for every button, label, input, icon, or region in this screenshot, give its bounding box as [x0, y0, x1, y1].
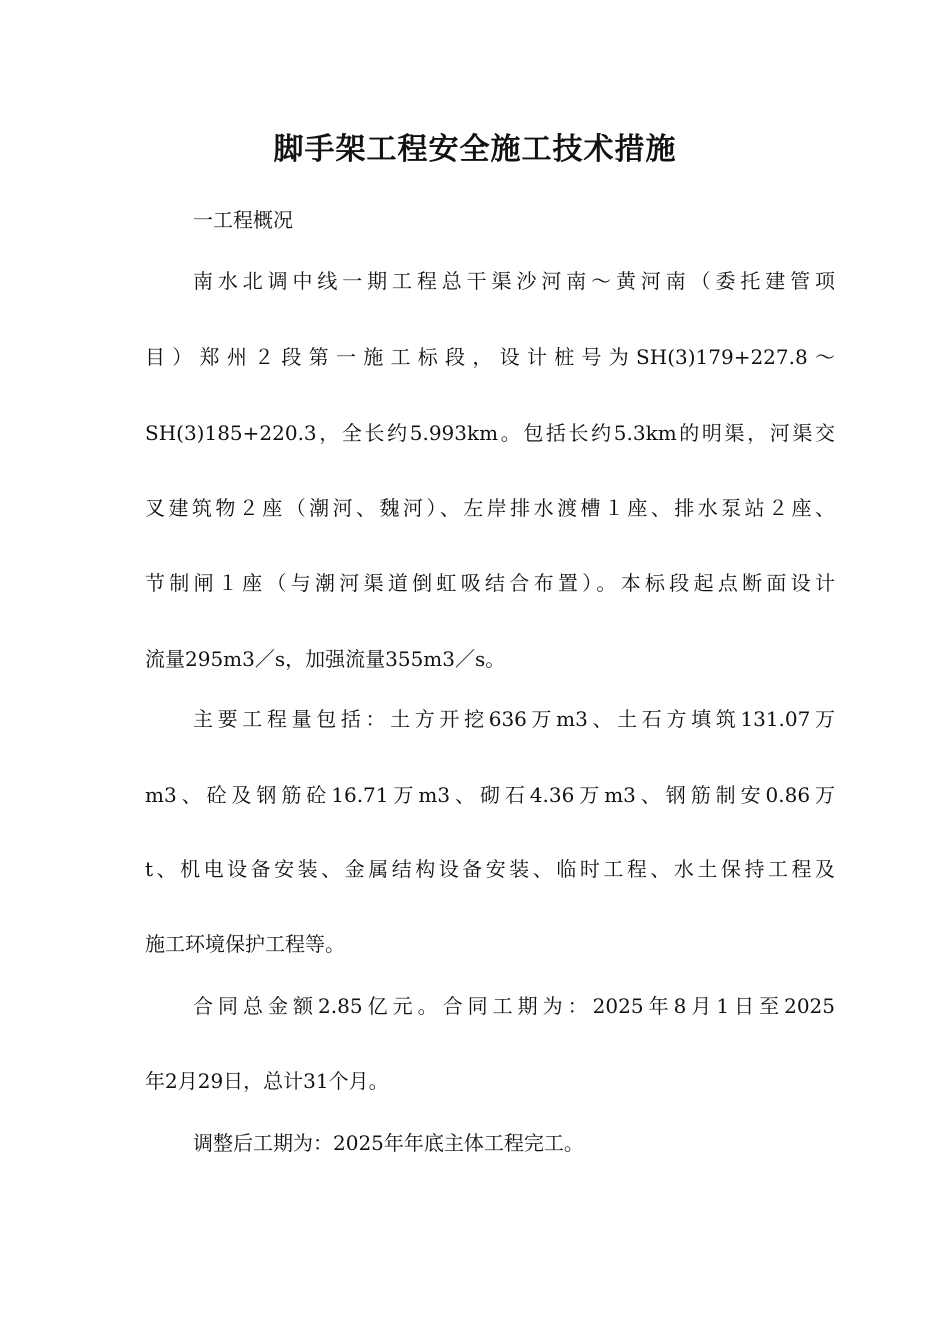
paragraph-line: 主要工程量包括：土方开挖636万m3、土石方填筑131.07万	[193, 707, 835, 731]
paragraph-line: 调整后工期为：2025年年底主体工程完工。	[193, 1131, 584, 1155]
paragraph-line: m3、砼及钢筋砼16.71万m3、砌石4.36万m3、钢筋制安0.86万	[145, 783, 835, 807]
paragraph-line: 目）郑州２段第一施工标段，设计桩号为SH(3)179+227.8～	[145, 345, 835, 369]
paragraph-line: SH(3)185+220.3，全长约5.993km。包括长约5.3km的明渠，河渠交	[145, 421, 835, 445]
paragraph-line: 节制闸１座（与潮河渠道倒虹吸结合布置）。本标段起点断面设计	[145, 571, 835, 595]
paragraph-line: 流量295m3／s，加强流量355m3／s。	[145, 647, 506, 671]
paragraph-line: t、机电设备安装、金属结构设备安装、临时工程、水土保持工程及	[145, 857, 835, 881]
paragraph-line: 南水北调中线一期工程总干渠沙河南～黄河南（委托建管项	[193, 269, 835, 293]
document-title: 脚手架工程安全施工技术措施	[273, 132, 677, 167]
paragraph-line: 年2月29日，总计31个月。	[145, 1069, 389, 1093]
paragraph-line: 施工环境保护工程等。	[145, 932, 345, 956]
section-heading: 一工程概况	[193, 208, 293, 232]
paragraph-line: 合同总金额2.85亿元。合同工期为：2025年8月1日至2025	[193, 994, 835, 1018]
paragraph-line: 叉建筑物２座（潮河、魏河）、左岸排水渡槽１座、排水泵站２座、	[145, 496, 835, 520]
